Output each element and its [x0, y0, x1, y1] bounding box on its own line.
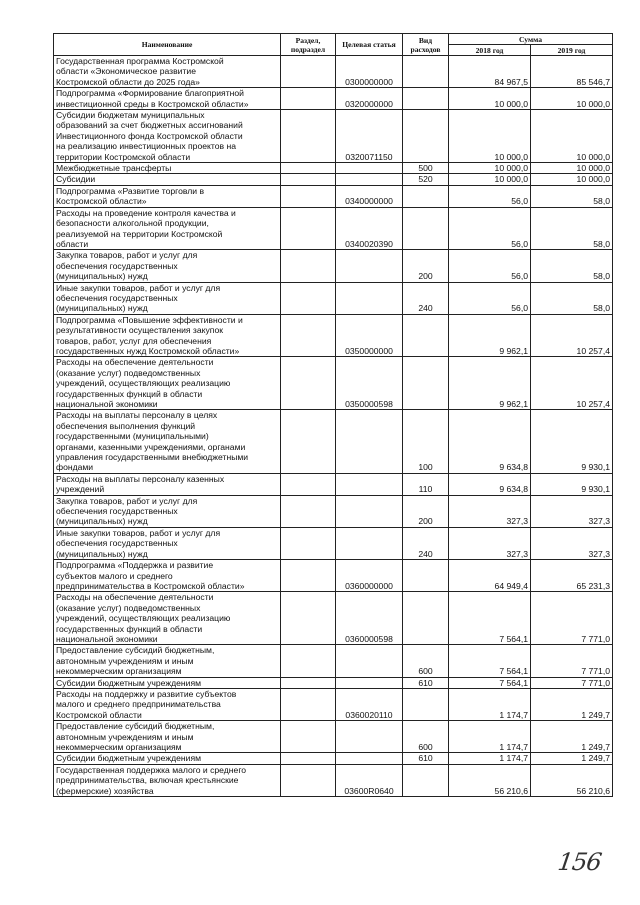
- row-type: 500: [403, 163, 449, 174]
- row-section: [281, 56, 336, 88]
- row-article: [336, 174, 403, 185]
- row-type: 600: [403, 645, 449, 677]
- table-row: [54, 282, 613, 314]
- table-row: [54, 764, 613, 796]
- row-section: [281, 410, 336, 473]
- row-section: [281, 357, 336, 410]
- row-section: [281, 592, 336, 645]
- row-name: Расходы на проведение контроля качества и безопасности алкогольной продукции, реализуемой на территории Костромской области: [54, 207, 281, 250]
- row-section: [281, 764, 336, 796]
- row-type: 610: [403, 753, 449, 764]
- row-sum-2018: 84 967,5: [449, 56, 531, 88]
- row-sum-2018: 64 949,4: [449, 560, 531, 592]
- table-row: [54, 163, 613, 174]
- row-sum-2019: 7 771,0: [531, 645, 613, 677]
- row-article: [336, 527, 403, 559]
- row-section: [281, 645, 336, 677]
- row-article: 0350000000: [336, 314, 403, 357]
- row-name: Предоставление субсидий бюджетным, автономным учреждениям и иным некоммерческим организациям: [54, 645, 281, 677]
- row-name: Подпрограмма «Формирование благоприятной инвестиционной среды в Костромской области»: [54, 88, 281, 110]
- row-section: [281, 174, 336, 185]
- table-row: [54, 527, 613, 559]
- table-row: [54, 185, 613, 207]
- row-sum-2018: 9 634,8: [449, 410, 531, 473]
- row-sum-2018: 7 564,1: [449, 592, 531, 645]
- row-section: [281, 721, 336, 753]
- row-article: [336, 645, 403, 677]
- row-article: [336, 677, 403, 688]
- row-sum-2019: 10 257,4: [531, 357, 613, 410]
- row-section: [281, 753, 336, 764]
- table-body: [54, 56, 613, 797]
- row-article: 0360020110: [336, 688, 403, 720]
- row-name: Расходы на выплаты персоналу казенных учреждений: [54, 473, 281, 495]
- table-row: [54, 314, 613, 357]
- row-type: [403, 110, 449, 163]
- table-row: [54, 560, 613, 592]
- row-article: 0340020390: [336, 207, 403, 250]
- row-article: 0320071150: [336, 110, 403, 163]
- table-row: [54, 56, 613, 88]
- row-type: 240: [403, 282, 449, 314]
- row-name: Расходы на поддержку и развитие субъектов малого и среднего предпринимательства Костромской области: [54, 688, 281, 720]
- table-row: [54, 645, 613, 677]
- row-name: Подпрограмма «Развитие торговли в Костромской области»: [54, 185, 281, 207]
- row-section: [281, 688, 336, 720]
- row-sum-2019: 327,3: [531, 495, 613, 527]
- row-name: Расходы на обеспечение деятельности (оказание услуг) подведомственных учреждений, осуществляющих реализацию государственных функций в области национальной экономики: [54, 357, 281, 410]
- row-article: 0340000000: [336, 185, 403, 207]
- row-type: [403, 592, 449, 645]
- row-article: [336, 410, 403, 473]
- row-name: Государственная поддержка малого и среднего предпринимательства, включая крестьянские (фермерские) хозяйства: [54, 764, 281, 796]
- header-type: Вид расходов: [403, 34, 449, 56]
- row-type: 200: [403, 495, 449, 527]
- row-name: Субсидии: [54, 174, 281, 185]
- row-sum-2019: 10 000,0: [531, 110, 613, 163]
- row-sum-2019: 10 000,0: [531, 174, 613, 185]
- row-sum-2019: 10 000,0: [531, 88, 613, 110]
- row-sum-2019: 9 930,1: [531, 410, 613, 473]
- row-name: Закупка товаров, работ и услуг для обеспечения государственных (муниципальных) нужд: [54, 250, 281, 282]
- row-sum-2018: 56,0: [449, 207, 531, 250]
- header-article: Целевая статья: [336, 34, 403, 56]
- row-name: Государственная программа Костромской области «Экономическое развитие Костромской области до 2025 года»: [54, 56, 281, 88]
- row-sum-2018: 56,0: [449, 282, 531, 314]
- table-row: [54, 473, 613, 495]
- row-name: Межбюджетные трансферты: [54, 163, 281, 174]
- row-name: Закупка товаров, работ и услуг для обеспечения государственных (муниципальных) нужд: [54, 495, 281, 527]
- row-sum-2019: 7 771,0: [531, 677, 613, 688]
- row-type: 240: [403, 527, 449, 559]
- row-sum-2019: 58,0: [531, 282, 613, 314]
- row-type: 100: [403, 410, 449, 473]
- row-article: [336, 282, 403, 314]
- row-name: Субсидии бюджетным учреждениям: [54, 753, 281, 764]
- row-article: [336, 163, 403, 174]
- row-sum-2019: 10 257,4: [531, 314, 613, 357]
- row-section: [281, 185, 336, 207]
- row-sum-2018: 327,3: [449, 495, 531, 527]
- row-section: [281, 250, 336, 282]
- row-sum-2019: 85 546,7: [531, 56, 613, 88]
- row-sum-2019: 9 930,1: [531, 473, 613, 495]
- row-type: 200: [403, 250, 449, 282]
- row-sum-2018: 1 174,7: [449, 753, 531, 764]
- row-type: [403, 688, 449, 720]
- table-row: [54, 88, 613, 110]
- row-type: [403, 56, 449, 88]
- row-name: Расходы на обеспечение деятельности (оказание услуг) подведомственных учреждений, осуществляющих реализацию государственных функций в области национальной экономики: [54, 592, 281, 645]
- row-section: [281, 163, 336, 174]
- row-sum-2019: 7 771,0: [531, 592, 613, 645]
- row-sum-2019: 327,3: [531, 527, 613, 559]
- row-article: [336, 753, 403, 764]
- table-row: [54, 721, 613, 753]
- row-article: 0300000000: [336, 56, 403, 88]
- table-row: [54, 753, 613, 764]
- row-type: 110: [403, 473, 449, 495]
- row-sum-2018: 327,3: [449, 527, 531, 559]
- row-sum-2019: 65 231,3: [531, 560, 613, 592]
- row-name: Иные закупки товаров, работ и услуг для обеспечения государственных (муниципальных) нужд: [54, 527, 281, 559]
- table-row: [54, 357, 613, 410]
- row-type: 520: [403, 174, 449, 185]
- row-type: [403, 88, 449, 110]
- table-header: [54, 34, 613, 56]
- row-name: Подпрограмма «Поддержка и развитие субъектов малого и среднего предпринимательства в Костромской области»: [54, 560, 281, 592]
- header-section: Раздел, подраздел: [281, 34, 336, 56]
- row-section: [281, 677, 336, 688]
- row-type: [403, 314, 449, 357]
- row-sum-2018: 10 000,0: [449, 88, 531, 110]
- header-name: Наименование: [54, 34, 281, 56]
- row-sum-2019: 58,0: [531, 185, 613, 207]
- row-sum-2019: 1 249,7: [531, 688, 613, 720]
- row-type: [403, 207, 449, 250]
- row-section: [281, 495, 336, 527]
- row-name: Субсидии бюджетам муниципальных образований за счет бюджетных ассигнований Инвестиционного фонда Костромской области на реализацию инвестиционных проектов на территории Костромской области: [54, 110, 281, 163]
- row-section: [281, 207, 336, 250]
- row-type: 610: [403, 677, 449, 688]
- row-article: [336, 721, 403, 753]
- table-row: [54, 207, 613, 250]
- row-sum-2018: 9 634,8: [449, 473, 531, 495]
- row-sum-2018: 1 174,7: [449, 688, 531, 720]
- row-sum-2018: 7 564,1: [449, 645, 531, 677]
- row-sum-2018: 7 564,1: [449, 677, 531, 688]
- row-section: [281, 110, 336, 163]
- table-row: [54, 688, 613, 720]
- row-article: 03600R0640: [336, 764, 403, 796]
- table-row: [54, 250, 613, 282]
- budget-table: [53, 33, 613, 797]
- row-article: [336, 250, 403, 282]
- row-sum-2018: 1 174,7: [449, 721, 531, 753]
- row-section: [281, 88, 336, 110]
- row-sum-2018: 9 962,1: [449, 357, 531, 410]
- header-year-2018: 2018 год: [449, 45, 531, 56]
- row-article: 0320000000: [336, 88, 403, 110]
- row-article: [336, 495, 403, 527]
- row-sum-2018: 56,0: [449, 250, 531, 282]
- row-section: [281, 282, 336, 314]
- table-row: [54, 174, 613, 185]
- row-article: 0360000598: [336, 592, 403, 645]
- row-type: [403, 357, 449, 410]
- row-name: Расходы на выплаты персоналу в целях обеспечения выполнения функций государственными (муниципальными) органами, казенными учреждениями, органами управления государственными внебюджетными фондами: [54, 410, 281, 473]
- row-sum-2019: 1 249,7: [531, 721, 613, 753]
- table-row: [54, 110, 613, 163]
- row-sum-2018: 56,0: [449, 185, 531, 207]
- row-sum-2019: 10 000,0: [531, 163, 613, 174]
- row-sum-2019: 1 249,7: [531, 753, 613, 764]
- table-row: [54, 410, 613, 473]
- row-name: Предоставление субсидий бюджетным, автономным учреждениям и иным некоммерческим организациям: [54, 721, 281, 753]
- row-section: [281, 314, 336, 357]
- row-type: [403, 560, 449, 592]
- page-number: 156: [556, 848, 603, 876]
- table-row: [54, 592, 613, 645]
- row-sum-2018: 9 962,1: [449, 314, 531, 357]
- row-sum-2019: 58,0: [531, 207, 613, 250]
- row-sum-2018: 10 000,0: [449, 110, 531, 163]
- row-type: [403, 185, 449, 207]
- row-sum-2018: 10 000,0: [449, 174, 531, 185]
- row-section: [281, 560, 336, 592]
- header-year-2019: 2019 год: [531, 45, 613, 56]
- header-sum: Сумма: [449, 34, 613, 45]
- row-type: 600: [403, 721, 449, 753]
- row-sum-2019: 56 210,6: [531, 764, 613, 796]
- row-sum-2018: 10 000,0: [449, 163, 531, 174]
- row-article: 0350000598: [336, 357, 403, 410]
- row-sum-2018: 56 210,6: [449, 764, 531, 796]
- row-type: [403, 764, 449, 796]
- row-name: Иные закупки товаров, работ и услуг для обеспечения государственных (муниципальных) нужд: [54, 282, 281, 314]
- row-sum-2019: 58,0: [531, 250, 613, 282]
- row-article: 0360000000: [336, 560, 403, 592]
- row-section: [281, 527, 336, 559]
- row-name: Подпрограмма «Повышение эффективности и результативности осуществления закупок товаров, работ, услуг для обеспечения государственных нужд Костромской области»: [54, 314, 281, 357]
- row-article: [336, 473, 403, 495]
- table-row: [54, 677, 613, 688]
- table-row: [54, 495, 613, 527]
- row-name: Субсидии бюджетным учреждениям: [54, 677, 281, 688]
- row-section: [281, 473, 336, 495]
